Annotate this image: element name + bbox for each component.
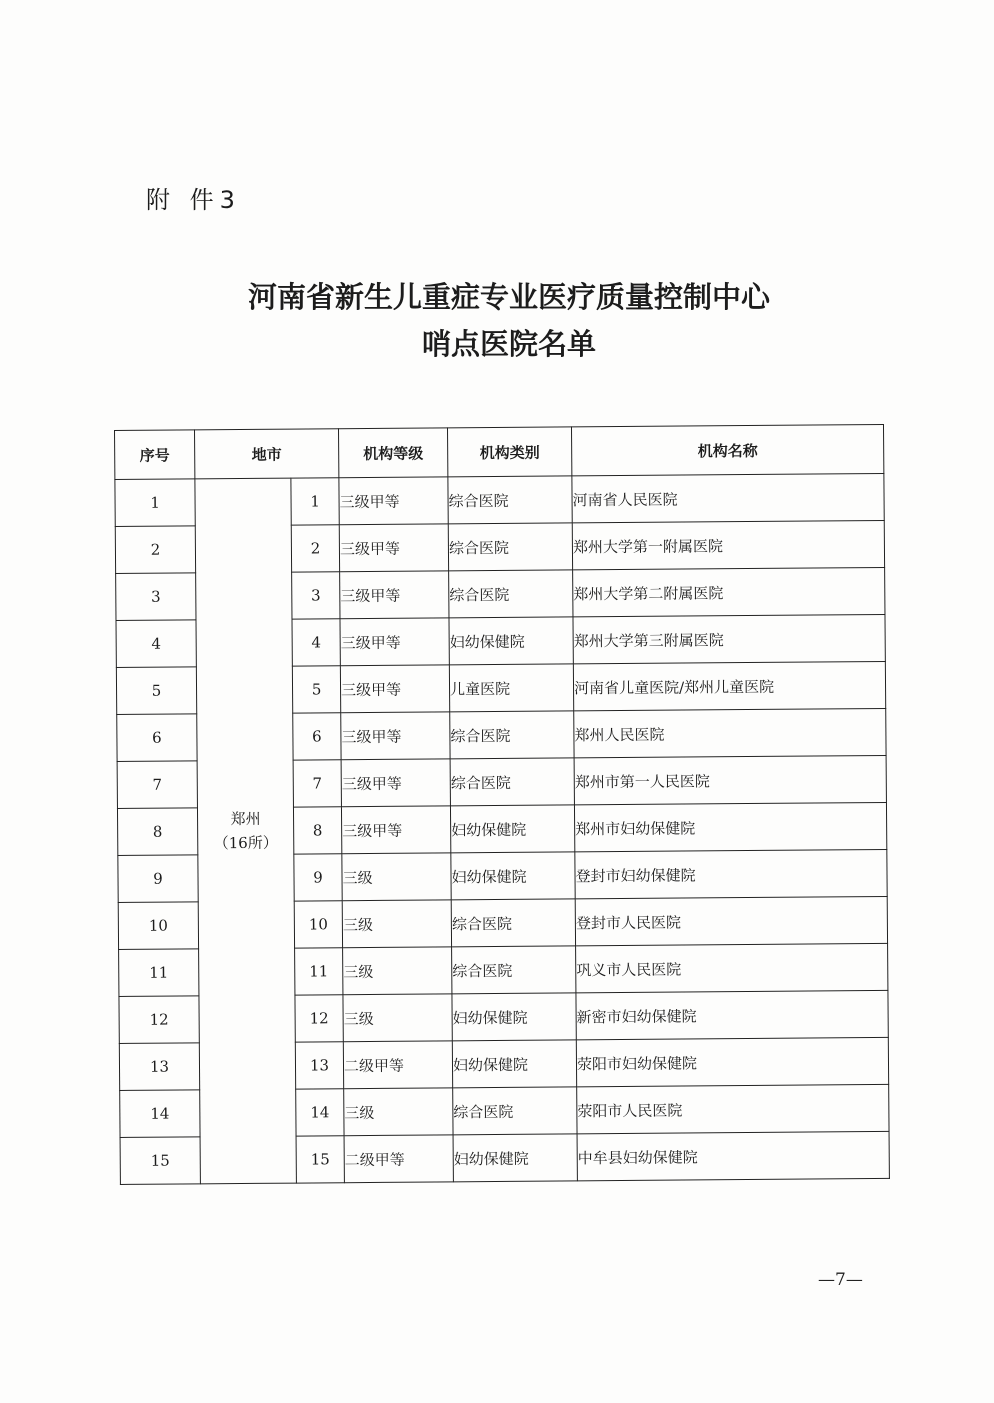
cell-name: 郑州人民医院 [574,708,886,757]
cell-sub-seq: 13 [295,1042,343,1089]
cell-name: 河南省儿童医院/郑州儿童医院 [573,661,885,710]
cell-level: 三级 [343,994,452,1042]
cell-seq: 13 [119,1043,199,1091]
cell-type: 综合医院 [449,570,573,618]
cell-name: 郑州市第一人民医院 [574,755,886,804]
cell-level: 三级甲等 [340,571,449,619]
cell-sub-seq: 14 [296,1089,344,1136]
cell-level: 三级甲等 [340,665,449,713]
table-header-row [115,424,884,479]
cell-name: 郑州市妇幼保健院 [574,802,886,851]
cell-sub-seq: 8 [293,807,341,854]
cell-sub-seq: 3 [292,572,340,619]
cell-sub-seq: 7 [293,760,341,807]
cell-sub-seq: 12 [295,995,343,1042]
cell-level: 三级 [343,947,452,995]
cell-type: 综合医院 [451,899,575,947]
cell-level: 三级甲等 [341,806,450,854]
cell-seq: 10 [118,902,198,950]
cell-seq: 3 [116,573,196,621]
cell-type: 综合医院 [452,946,576,994]
document-title-line1: 河南省新生儿重症专业医疗质量控制中心 [247,280,770,314]
cell-sub-seq: 15 [296,1136,344,1183]
cell-level: 三级甲等 [339,524,448,572]
cell-sub-seq: 10 [294,901,342,948]
cell-type: 妇幼保健院 [450,805,574,853]
cell-level: 三级甲等 [341,759,450,807]
cell-name: 郑州大学第一附属医院 [572,520,884,569]
cell-seq: 12 [119,996,199,1044]
cell-level: 三级甲等 [340,618,449,666]
cell-type: 综合医院 [453,1087,577,1135]
cell-seq: 8 [117,808,197,856]
cell-seq: 14 [120,1090,200,1138]
cell-seq: 5 [116,667,196,715]
cell-name: 荥阳市人民医院 [577,1084,889,1133]
cell-seq: 11 [119,949,199,997]
cell-name: 荥阳市妇幼保健院 [576,1037,888,1086]
cell-level: 二级甲等 [344,1135,453,1183]
cell-city [195,478,297,1184]
cell-level: 二级甲等 [343,1041,452,1089]
cell-type: 综合医院 [450,758,574,806]
table-row [115,473,884,526]
header-city: 地市 [195,429,339,479]
cell-sub-seq: 5 [292,666,340,713]
cell-type: 儿童医院 [449,664,573,712]
city-count: （16所） [213,833,278,853]
cell-type: 综合医院 [448,523,572,571]
cell-name: 郑州大学第三附属医院 [573,614,885,663]
cell-type: 妇幼保健院 [449,617,573,665]
cell-type: 妇幼保健院 [452,1040,576,1088]
cell-seq: 1 [115,479,195,527]
page-number: —7— [818,1270,863,1290]
cell-sub-seq: 2 [291,525,339,572]
cell-seq: 6 [117,714,197,762]
cell-name: 巩义市人民医院 [576,943,888,992]
cell-sub-seq: 6 [293,713,341,760]
header-level: 机构等级 [339,428,448,478]
cell-type: 妇幼保健院 [451,852,575,900]
cell-name: 郑州大学第二附属医院 [573,567,885,616]
cell-seq: 4 [116,620,196,668]
cell-level: 三级 [342,853,451,901]
cell-sub-seq: 4 [292,619,340,666]
header-seq: 序号 [115,430,195,480]
cell-name: 河南省人民医院 [572,473,884,522]
header-type: 机构类别 [448,427,572,477]
document-title-line2: 哨点医院名单 [421,327,596,361]
city-name: 郑州 [230,809,261,829]
cell-type: 综合医院 [448,476,572,524]
cell-seq: 2 [115,526,195,574]
cell-level: 三级 [344,1088,453,1136]
cell-seq: 9 [118,855,198,903]
cell-type: 综合医院 [450,711,574,759]
cell-sub-seq: 11 [295,948,343,995]
cell-seq: 7 [117,761,197,809]
cell-name: 登封市人民医院 [575,896,887,945]
cell-type: 妇幼保健院 [452,993,576,1041]
header-name: 机构名称 [572,424,884,475]
cell-level: 三级甲等 [341,712,450,760]
cell-sub-seq: 9 [294,854,342,901]
cell-name: 登封市妇幼保健院 [575,849,887,898]
cell-level: 三级 [342,900,451,948]
cell-seq: 15 [120,1137,200,1185]
cell-name: 中牟县妇幼保健院 [577,1131,889,1180]
cell-level: 三级甲等 [339,477,448,525]
cell-type: 妇幼保健院 [453,1134,577,1182]
cell-sub-seq: 1 [291,478,339,525]
attachment-label: 附 件3 [146,186,241,214]
hospital-roster-table [114,424,890,1185]
cell-name: 新密市妇幼保健院 [576,990,888,1039]
